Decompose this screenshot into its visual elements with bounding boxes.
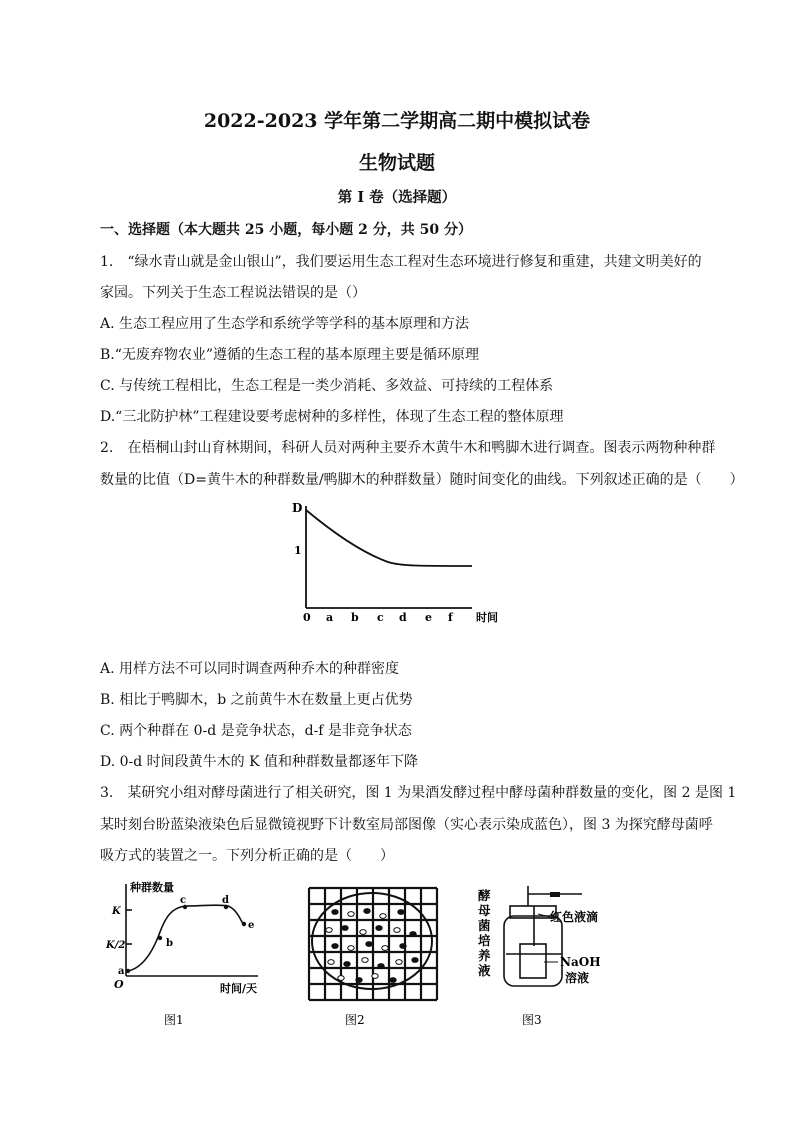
fig1-tick-k: K [112, 906, 121, 917]
unstained-cell [382, 946, 388, 951]
unstained-cell [380, 914, 386, 919]
q2-option-d: D. 0-d 时间段黄牛木的 K 值和种群数量都逐年下降 [100, 754, 419, 770]
unstained-cell [362, 958, 368, 963]
unstained-cell [348, 946, 354, 951]
stained-cell [366, 942, 372, 947]
fig1-point-d: d [222, 895, 229, 906]
fig1-tick-k2: K/2 [106, 940, 126, 951]
fig3-caption: 图3 [522, 1013, 542, 1027]
stained-cell [356, 978, 362, 983]
q2-option-c: C. 两个种群在 0-d 是竞争状态，d-f 是非竞争状态 [100, 723, 412, 739]
x-axis-label: 时间 [476, 611, 498, 624]
fig3-label-droplet: 红色液滴 [550, 910, 599, 924]
stained-cell [376, 926, 382, 931]
q1-stem-line2: 家园。下列关于生态工程说法错误的是（） [100, 285, 366, 301]
stained-cell [410, 932, 416, 937]
fig3-vertical-char: 养 [478, 948, 491, 963]
naoh-cup [520, 944, 546, 978]
fig3-vertical-char: 液 [478, 963, 491, 978]
q1-stem-line1: 1. “绿水青山就是金山银山”，我们要运用生态工程对生态环境进行修复和重建，共建文明美好的 [100, 254, 702, 270]
stained-cell [378, 964, 384, 969]
q1-option-b: B.“无废弃物农业”遵循的生态工程的基本原理主要是循环原理 [100, 347, 480, 363]
volume-title: 第 I 卷（选择题） [337, 189, 457, 206]
q1-option-a: A. 生态工程应用了生态学和系统学等学科的基本原理和方法 [100, 316, 470, 332]
figure-3-apparatus [470, 876, 640, 1036]
q3-stem-line3: 吸方式的装置之一。下列分析正确的是（ ） [100, 848, 394, 864]
q1-option-c: C. 与传统工程相比，生态工程是一类少消耗、多效益、可持续的工程体系 [100, 378, 554, 394]
unstained-cell [360, 930, 366, 935]
unstained-cell [338, 976, 344, 981]
fig1-point-b: b [166, 938, 173, 949]
stained-cell [342, 926, 348, 931]
x-tick-b: b [351, 611, 359, 624]
fig1-origin: O [114, 978, 124, 991]
q2-stem-line1: 2. 在梧桐山封山育林期间，科研人员对两种主要乔木黄牛木和鸭脚木进行调查。图表示两物种种群 [100, 440, 716, 456]
x-tick-0: 0 [303, 611, 311, 624]
y-axis-label: D [292, 501, 303, 515]
unstained-cell [394, 928, 400, 933]
subject-title: 生物试题 [358, 152, 435, 174]
q1-option-d: D.“三北防护林”工程建设要考虑树种的多样性，体现了生态工程的整体原理 [100, 409, 564, 425]
d-ratio-curve [306, 510, 472, 566]
counting-grid [309, 888, 437, 1000]
flask [504, 916, 562, 986]
fig1-y-label: 种群数量 [130, 881, 174, 894]
x-tick-c: c [377, 611, 384, 624]
stained-cell [412, 958, 418, 963]
fig1-point-e: e [248, 920, 255, 931]
x-tick-e: e [425, 611, 432, 624]
figure-2-counting-chamber [305, 884, 445, 1034]
fig1-curve [128, 905, 244, 971]
y-tick-1: 1 [294, 544, 302, 557]
stained-cell [332, 910, 338, 915]
fig1-caption: 图1 [164, 1013, 184, 1027]
exam-title: 2022-2023 学年第二学期高二期中模拟试卷 [203, 110, 591, 132]
q2-stem-line2: 数量的比值（D=黄牛木的种群数量/鸭脚木的种群数量）随时间变化的曲线。下列叙述正确的是（ ） [100, 472, 744, 488]
stained-cell [398, 910, 404, 915]
fig3-vertical-char: 培 [478, 933, 491, 948]
fig3-vertical-char: 母 [478, 903, 491, 918]
x-tick-d: d [399, 611, 407, 624]
q2-option-a: A. 用样方法不可以同时调查两种乔木的种群密度 [100, 661, 400, 677]
q2-option-b: B. 相比于鸭脚木，b 之前黄牛木在数量上更占优势 [100, 692, 413, 708]
x-tick-f: f [448, 611, 453, 624]
fig3-vertical-char: 酵 [478, 888, 491, 903]
d-ratio-figure [280, 490, 510, 630]
unstained-cell [348, 912, 354, 917]
q3-stem-line2: 某时刻台盼蓝染液染色后显微镜视野下计数室局部图像（实心表示染成蓝色），图 3 为探究酵母菌呼 [100, 817, 713, 833]
fig3-label-naoh: NaOH [560, 955, 601, 969]
unstained-cell [326, 928, 332, 933]
stained-cell [390, 978, 396, 983]
stained-cell [332, 944, 338, 949]
fig2-caption: 图2 [345, 1013, 365, 1027]
x-tick-a: a [326, 611, 334, 624]
figure-1-growth-curve [108, 876, 288, 1036]
unstained-cell [396, 960, 402, 965]
section-heading: 一、选择题（本大题共 25 小题，每小题 2 分，共 50 分） [100, 222, 472, 238]
fig3-label-solution: 溶液 [565, 971, 590, 985]
unstained-cell [372, 974, 378, 979]
fig1-point-a: a [118, 966, 125, 977]
fig3-vertical-char: 菌 [478, 918, 491, 933]
fig1-point-c: c [180, 895, 187, 906]
q3-stem-line1: 3. 某研究小组对酵母菌进行了相关研究，图 1 为果酒发酵过程中酵母菌种群数量的变化，图 2 是图 1 [100, 785, 737, 801]
stained-cell [364, 909, 370, 914]
stained-cell [400, 944, 406, 949]
unstained-cell [328, 960, 334, 965]
fig1-x-label: 时间/天 [220, 982, 258, 995]
red-droplet [550, 892, 560, 897]
stained-cell [344, 962, 350, 967]
